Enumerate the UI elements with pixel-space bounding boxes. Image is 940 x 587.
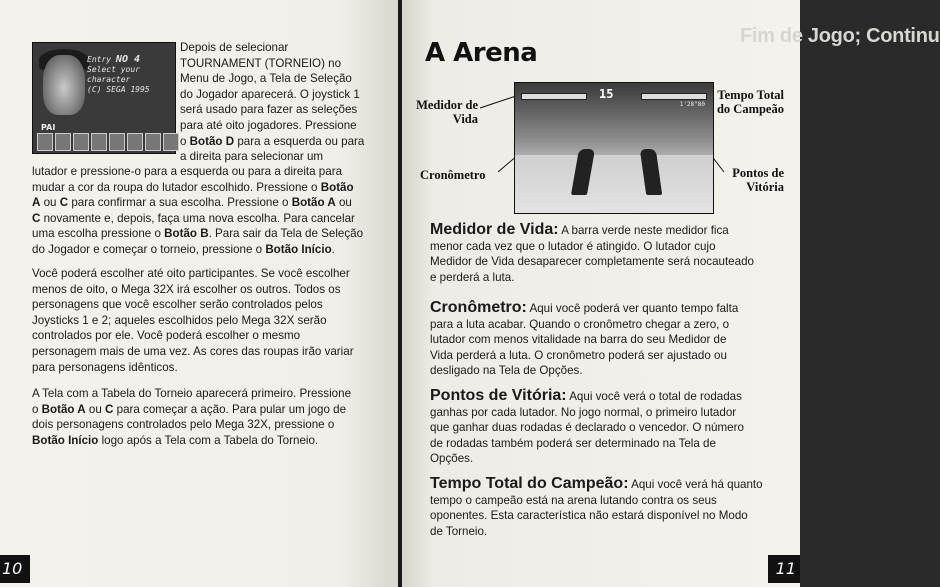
text-line: personagem mais de uma vez. As cores das roupas irão variar xyxy=(32,344,354,358)
text-line: Joysticks 1 e 2; aqueles escolhidos pelo Mega 32X serão xyxy=(32,313,327,327)
select-line-2: (C) SEGA 1995 xyxy=(87,85,150,94)
character-roster xyxy=(37,133,179,151)
text-line: TOURNAMENT (TORNEIO) no xyxy=(180,56,342,70)
life-bar-player-2 xyxy=(641,93,707,100)
paragraph-3 xyxy=(32,386,382,448)
player-select-screenshot xyxy=(32,42,176,154)
callout-total-time: Tempo Total do Campeão xyxy=(716,88,784,116)
text-line: A ou C para confirmar a sua escolha. Pressione o Botão A ou xyxy=(32,196,352,210)
roster-slot xyxy=(163,133,179,151)
character-name: PAI xyxy=(41,123,56,132)
callout-victory-points: Pontos de Vitória xyxy=(732,166,784,194)
text-line: controlados por ele. Você poderá escolher o mesmo xyxy=(32,329,301,343)
text-line: a direita para selecionar um xyxy=(180,150,324,164)
section-victory-points: Pontos de Vitória: Aqui você verá o total de rodadas ganhas por cada lutador. No jogo normal, o primeiro lutador que ganhar duas rodadas é declarado o vencedor. O número de rodadas também poderá ser determinado na Tela de Opções. xyxy=(430,387,744,465)
game-timer: 15 xyxy=(599,87,614,101)
entry-value: NO 4 xyxy=(115,54,141,65)
text-line: menos de oito, o Mega 32X irá escolher os outros. Todos os xyxy=(32,282,341,296)
page-number-right: 11 xyxy=(768,555,800,583)
select-line-1: Select your character xyxy=(87,65,140,84)
text-line: lutador e pressione-o para a esquerda ou para a direita para xyxy=(32,165,343,178)
callout-life-meter: Medidor de Vida xyxy=(416,98,478,126)
text-line: do Jogador e começar o torneio, pressione o Botão Início. xyxy=(32,242,335,256)
paragraph-2 xyxy=(32,266,382,375)
entry-label: Entry xyxy=(87,55,112,64)
text-line: uma escolha pressione o Botão B. Para sair da Tela de Seleção xyxy=(32,227,364,241)
right-page xyxy=(402,0,940,587)
life-bar-player-1 xyxy=(521,93,587,100)
text-line: mudar a cor da roupa do lutador escolhido. Pressione o Botão xyxy=(32,180,354,194)
section-timer: Cronômetro: Aqui você poderá ver quanto tempo falta para a luta acabar. Quando o cronômetro chegar a zero, o lutador com menos vitalidade na barra do seu Medidor de Vida perderá a luta. O cronômetro poderá ser ajustado ou desligado na Tela de Opções. xyxy=(430,299,739,377)
text-line: será usado para fazer as seleções xyxy=(180,103,358,117)
text-line: C novamente e, depois, faça uma nova escolha. Para cancelar xyxy=(32,211,355,225)
game-hud xyxy=(515,87,713,109)
total-time-readout: 1'28"80 xyxy=(679,101,705,108)
text-line: Menu de Jogo, a Tela de Seleção xyxy=(180,72,352,86)
paragraph-1-bottom xyxy=(32,164,382,258)
section-total-time: Tempo Total do Campeão: Aqui você verá há quanto tempo o campeão está na arena lutando contra os seus oponentes. Esta característica não estará disponível no Modo de Torneio. xyxy=(430,475,763,538)
roster-slot xyxy=(37,133,53,151)
text-line: A Tela com a Tabela do Torneio aparecerá primeiro. Pressione xyxy=(32,387,352,400)
roster-slot xyxy=(145,133,161,151)
entry-readout xyxy=(87,55,175,95)
section-title: Cronômetro: xyxy=(430,299,527,316)
roster-slot xyxy=(55,133,71,151)
arena-screenshot xyxy=(514,82,714,214)
arena-floor xyxy=(515,155,713,213)
text-line: Botão Início logo após a Tela com a Tabela do Torneio. xyxy=(32,433,319,447)
section-title: Medidor de Vida: xyxy=(430,221,559,238)
text-line: do Jogador aparecerá. O joystick 1 xyxy=(180,87,360,101)
text-line: Depois de selecionar xyxy=(180,41,289,54)
paragraph-1-top xyxy=(180,40,380,165)
roster-slot xyxy=(73,133,89,151)
text-line: o Botão A ou C para começar a ação. Para pular um jogo de xyxy=(32,402,347,416)
page-title: A Arena xyxy=(425,38,538,68)
roster-slot xyxy=(127,133,143,151)
section-title: Tempo Total do Campeão: xyxy=(430,475,629,492)
text-line: o Botão D para a esquerda ou para xyxy=(180,134,365,148)
roster-slot xyxy=(91,133,107,151)
roster-slot xyxy=(109,133,125,151)
text-line: dois personagens controlados pelo Mega 32X, pressione o xyxy=(32,418,335,432)
page-number-left: 10 xyxy=(0,555,30,583)
text-line: personagens que você escolher serão controlados pelos xyxy=(32,298,323,312)
callout-timer: Cronômetro xyxy=(420,168,486,182)
text-line: para até oito jogadores. Pressione xyxy=(180,118,357,132)
section-title: Pontos de Vitória: xyxy=(430,387,567,404)
text-line: Você poderá escolher até oito participantes. Se você escolher xyxy=(32,267,350,280)
section-life-meter: Medidor de Vida: A barra verde neste medidor fica menor cada vez que o lutador é atingido. O lutador cujo Medidor de Vida desaparecer completamente será nocauteado e perderá a luta. xyxy=(430,221,754,284)
text-line: para personagens idênticos. xyxy=(32,360,178,374)
bleed-through-text: Fim de Jogo; Continu xyxy=(740,25,940,47)
character-portrait xyxy=(43,55,85,115)
left-page xyxy=(0,0,398,587)
